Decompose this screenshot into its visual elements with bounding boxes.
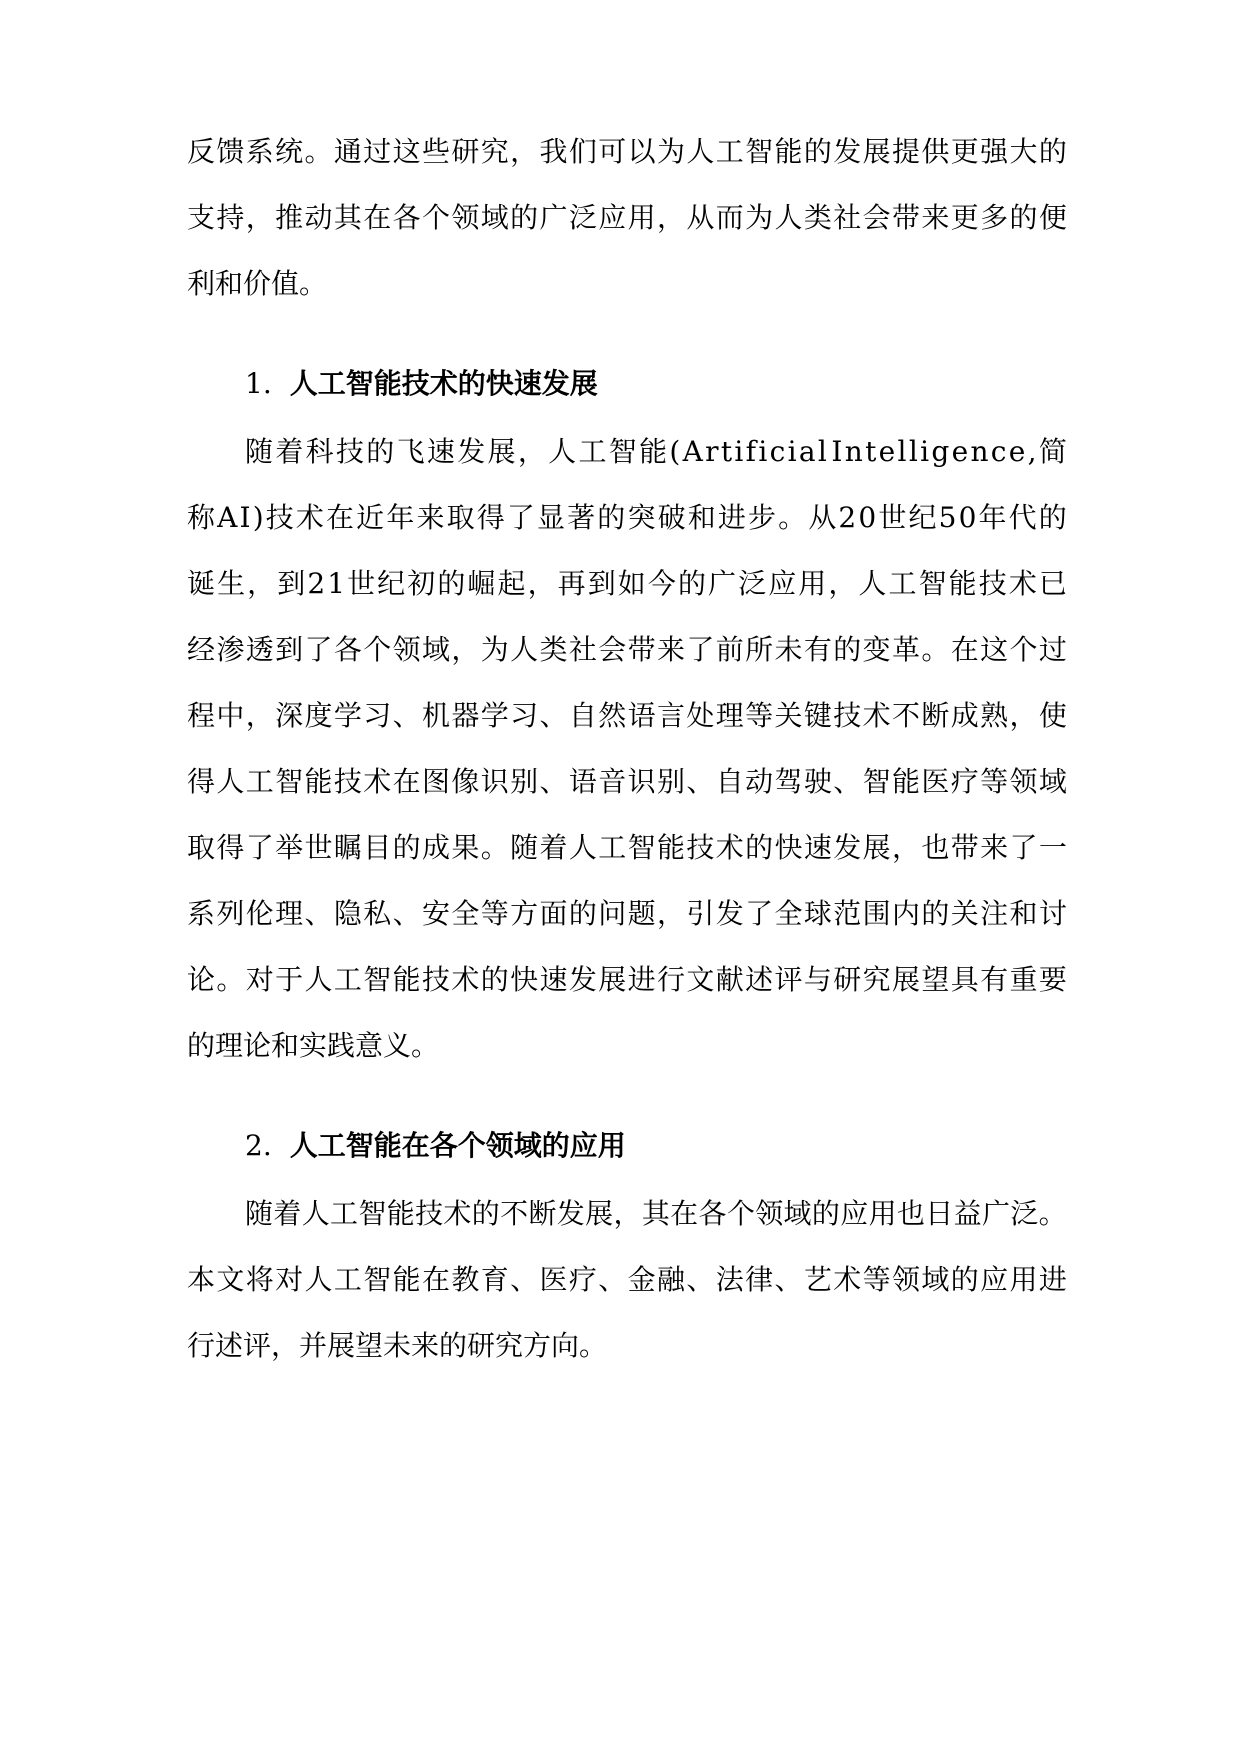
section-title: 人工智能技术的快速发展	[289, 367, 598, 400]
body-text-line: 支 持 ， 推 动 其 在 各 个 领 域 的 广 泛 应 用 ， 从 而 为 人 类 社 会 带 来 更 多 的 便	[187, 201, 1067, 234]
body-text-line: 称 A I ) 技 术 在 近 年 来 取 得 了 显 著 的 突 破 和 进 步 。 从 2 0 世 纪 5 0 年 代 的	[187, 501, 1067, 534]
body-text-line: 程 中 ， 深 度 学 习 、 机 器 学 习 、 自 然 语 言 处 理 等 关 键 技 术 不 断 成 熟 ， 使	[187, 699, 1067, 732]
body-text-line: 系 列 伦 理 、 隐 私 、 安 全 等 方 面 的 问 题 ， 引 发 了 全 球 范 围 内 的 关 注 和 讨	[187, 897, 1067, 930]
section-number: 2.	[245, 1129, 272, 1162]
section-title: 人工智能在各个领域的应用	[289, 1129, 626, 1162]
body-text-line: 随 着 科 技 的 飞 速 发 展 ， 人 工 智 能 ( A r t i f i c i a l I n t e l l i g e n c e , 简	[245, 435, 1067, 468]
body-text-line: 得 人 工 智 能 技 术 在 图 像 识 别 、 语 音 识 别 、 自 动 驾 驶 、 智 能 医 疗 等 领 域	[187, 765, 1067, 798]
body-text-line: 行述评，并展望未来的研究方向。	[187, 1329, 608, 1362]
body-text-line: 论 。 对 于 人 工 智 能 技 术 的 快 速 发 展 进 行 文 献 述 评 与 研 究 展 望 具 有 重 要	[187, 963, 1067, 996]
body-text-line: 随 着 人 工 智 能 技 术 的 不 断 发 展 ， 其 在 各 个 领 域 的 应 用 也 日 益 广 泛 。	[245, 1197, 1067, 1230]
body-text-line: 本 文 将 对 人 工 智 能 在 教 育 、 医 疗 、 金 融 、 法 律 、 艺 术 等 领 域 的 应 用 进	[187, 1263, 1067, 1296]
body-text-line: 取 得 了 举 世 瞩 目 的 成 果 。 随 着 人 工 智 能 技 术 的 快 速 发 展 ， 也 带 来 了 一	[187, 831, 1067, 864]
body-text-line: 反 馈 系 统 。 通 过 这 些 研 究 ， 我 们 可 以 为 人 工 智 能 的 发 展 提 供 更 强 大 的	[187, 135, 1067, 168]
body-text-line: 经 渗 透 到 了 各 个 领 域 ， 为 人 类 社 会 带 来 了 前 所 未 有 的 变 革 。 在 这 个 过	[187, 633, 1067, 666]
body-text-line: 的理论和实践意义。	[187, 1029, 440, 1062]
body-text-line: 利和价值。	[187, 267, 328, 300]
section-heading-1	[245, 364, 598, 404]
section-heading-2	[245, 1126, 626, 1166]
body-text-line: 诞 生 ， 到 2 1 世 纪 初 的 崛 起 ， 再 到 如 今 的 广 泛 应 用 ， 人 工 智 能 技 术 已	[187, 567, 1067, 600]
section-number: 1.	[245, 367, 272, 400]
